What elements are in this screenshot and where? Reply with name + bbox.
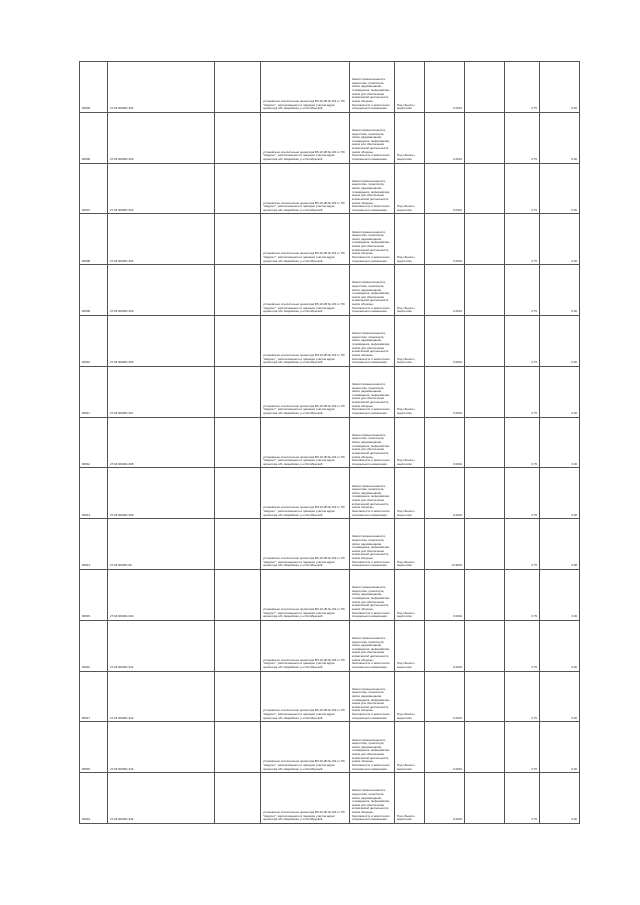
tax-cell <box>540 722 580 773</box>
rate-text: 0.75 <box>531 461 537 466</box>
tax-cell <box>540 519 580 570</box>
empty-cell <box>215 112 261 163</box>
rate-cell <box>505 265 540 316</box>
empty-cell <box>215 163 261 214</box>
rate-text: 0.75 <box>531 817 537 822</box>
address-text: установлено относительно ориентира ВЛ-10 кВ № 103 от ПС "Амурзет", расположенного в границах участка адрес ориентира обл. Еврейская, р-н Октябрьский <box>263 708 345 720</box>
tax-text: 0.00 <box>571 664 577 669</box>
address-text: установлено относительно ориентира ВЛ-10 кВ № 103 от ПС "Амурзет", расположенного в границах участка адрес ориентира обл. Еврейская, р-н Октябрьский <box>263 200 345 212</box>
empty-cell <box>215 214 261 265</box>
address-cell <box>261 417 350 468</box>
row-id-cell <box>80 112 108 163</box>
table-row <box>80 214 580 265</box>
cadastral-number-text: 27:04:000901:306 <box>110 360 134 365</box>
address-cell <box>261 366 350 417</box>
row-id-cell <box>80 620 108 671</box>
row-id-cell <box>80 722 108 773</box>
cadastral-number-text: 27:04:000901:303 <box>110 207 134 212</box>
address-cell <box>261 265 350 316</box>
cadastral-number-cell <box>108 214 215 265</box>
cadastral-number-cell <box>108 163 215 214</box>
permitted-use-cell <box>395 468 425 519</box>
tax-text: 0.00 <box>571 614 577 619</box>
tax-text: 0.00 <box>571 461 577 466</box>
row-id-text: 90518 <box>82 766 91 771</box>
cadastral-number-text: 27:04:000901:304 <box>110 106 134 111</box>
empty-cell <box>215 315 261 366</box>
row-id-cell <box>80 417 108 468</box>
empty-cell <box>215 62 261 113</box>
rate-cell <box>505 315 540 366</box>
empty-cell <box>465 417 505 468</box>
row-id-cell <box>80 214 108 265</box>
area-cell <box>425 112 465 163</box>
land-category-text: Земли промышленности, энергетики, транспорта, связи, радиовещания, телевидения, информатики, земли для обеспечения космической деятельности, земли обороны, безопасности и земли иного специального назначения <box>352 381 390 415</box>
permitted-use-text: Под объекты энергетики <box>397 153 415 161</box>
address-cell <box>261 569 350 620</box>
table-row <box>80 620 580 671</box>
rate-text: 0.75 <box>531 258 537 263</box>
rate-text: 0.75 <box>531 512 537 517</box>
row-id-text: 90509 <box>82 309 91 314</box>
cadastral-number-text: 27:04:000901:344 <box>110 817 134 822</box>
land-category-text: Земли промышленности, энергетики, транспорта, связи, радиовещания, телевидения, информатики, земли для обеспечения космической деятельности, земли обороны, безопасности и земли иного специального назначения <box>352 534 390 568</box>
table-row <box>80 265 580 316</box>
address-text: установлено относительно ориентира ВЛ-10 кВ № 103 от ПС "Амурзет", расположенного в границах участка адрес ориентира обл. Еврейская, р-н Октябрьский <box>263 251 345 263</box>
rate-cell <box>505 671 540 722</box>
address-cell <box>261 468 350 519</box>
rate-cell <box>505 417 540 468</box>
address-cell <box>261 773 350 824</box>
permitted-use-text: Под объекты энергетики <box>397 813 415 822</box>
permitted-use-text: Под объекты энергетики <box>397 204 415 212</box>
tax-cell <box>540 671 580 722</box>
area-text: 0.0004 <box>453 410 462 415</box>
area-cell <box>425 620 465 671</box>
land-category-cell <box>350 62 395 113</box>
row-id-cell <box>80 163 108 214</box>
tax-cell <box>540 417 580 468</box>
tax-text: 0.00 <box>571 207 577 212</box>
empty-cell <box>215 468 261 519</box>
cadastral-number-cell <box>108 417 215 468</box>
row-id-text: 90511 <box>82 410 90 415</box>
row-id-text: 90506 <box>82 156 91 161</box>
tax-cell <box>540 620 580 671</box>
rate-cell <box>505 366 540 417</box>
tax-cell <box>540 265 580 316</box>
table-row <box>80 163 580 214</box>
table-row <box>80 773 580 824</box>
land-category-cell <box>350 315 395 366</box>
row-id-cell <box>80 265 108 316</box>
address-text: установлено относительно ориентира ВЛ-10 кВ № 103 от ПС "Амурзет", расположенного в границах участка адрес ориентира обл. Еврейская, р-н Октябрьский <box>263 810 345 822</box>
row-id-text: 90515 <box>82 614 91 619</box>
rate-cell <box>505 519 540 570</box>
row-id-text: 90505 <box>82 106 91 111</box>
rate-cell <box>505 62 540 113</box>
empty-cell <box>215 722 261 773</box>
row-id-cell <box>80 773 108 824</box>
empty-cell <box>215 417 261 468</box>
land-category-cell <box>350 773 395 824</box>
rate-cell <box>505 112 540 163</box>
table-row <box>80 112 580 163</box>
area-cell <box>425 214 465 265</box>
cadastral-number-cell <box>108 569 215 620</box>
rate-cell <box>505 722 540 773</box>
land-category-cell <box>350 671 395 722</box>
area-cell <box>425 417 465 468</box>
permitted-use-cell <box>395 163 425 214</box>
area-text: 0.0424 <box>453 207 462 212</box>
empty-cell <box>215 366 261 417</box>
empty-cell <box>465 62 505 113</box>
tax-text: 0.00 <box>571 156 577 161</box>
permitted-use-text: Под объекты энергетики <box>397 661 415 669</box>
area-cell <box>425 671 465 722</box>
empty-cell <box>465 671 505 722</box>
address-text: установлено относительно ориентира ВЛ-10 кВ № 103 от ПС "Амурзет", расположенного в границах участка адрес ориентира обл. Еврейская, р-н Октябрьский <box>263 98 345 111</box>
table-row <box>80 671 580 722</box>
land-category-cell <box>350 265 395 316</box>
permitted-use-text: Под объекты энергетики <box>397 610 415 619</box>
address-cell <box>261 519 350 570</box>
land-category-text: Земли промышленности, энергетики, транспорта, связи, радиовещания, телевидения, информатики, земли для обеспечения космической деятельности, земли обороны, безопасности и земли иного специального назначения <box>352 229 390 263</box>
row-id-cell <box>80 315 108 366</box>
permitted-use-cell <box>395 519 425 570</box>
area-cell <box>425 265 465 316</box>
tax-text: 0.00 <box>571 258 577 263</box>
empty-cell <box>465 315 505 366</box>
empty-cell <box>215 620 261 671</box>
cadastral-number-cell <box>108 62 215 113</box>
area-cell <box>425 468 465 519</box>
table-row <box>80 366 580 417</box>
cadastral-number-text: 27:04:000901:308 <box>110 461 134 466</box>
cadastral-number-text: 27:04:000901:307 <box>110 410 134 415</box>
permitted-use-text: Под объекты энергетики <box>397 102 415 111</box>
permitted-use-cell <box>395 366 425 417</box>
land-category-cell <box>350 214 395 265</box>
permitted-use-cell <box>395 620 425 671</box>
land-category-text: Земли промышленности, энергетики, транспорта, связи, радиовещания, телевидения, информатики, земли для обеспечения космической деятельности, земли обороны, безопасности и земли иного специального назначения <box>352 280 390 314</box>
cadastral-number-text: 27:04:000901:342 <box>110 715 134 720</box>
permitted-use-text: Под объекты энергетики <box>397 762 415 771</box>
area-cell <box>425 62 465 113</box>
area-text: 0.0004 <box>453 309 462 314</box>
tax-cell <box>540 112 580 163</box>
cadastral-number-text: 27:04:000901:340 <box>110 614 134 619</box>
empty-cell <box>465 569 505 620</box>
permitted-use-cell <box>395 265 425 316</box>
tax-cell <box>540 214 580 265</box>
empty-cell <box>465 722 505 773</box>
empty-cell <box>215 671 261 722</box>
land-category-cell <box>350 620 395 671</box>
address-cell <box>261 620 350 671</box>
permitted-use-cell <box>395 722 425 773</box>
address-cell <box>261 722 350 773</box>
land-category-text: Земли промышленности, энергетики, транспорта, связи, радиовещания, телевидения, информатики, земли для обеспечения космической деятельности, земли обороны, безопасности и земли иного специального назначения <box>352 737 390 771</box>
land-category-text: Земли промышленности, энергетики, транспорта, связи, радиовещания, телевидения, информатики, земли для обеспечения космической деятельности, земли обороны, безопасности и земли иного специального назначения <box>352 178 390 212</box>
empty-cell <box>215 569 261 620</box>
permitted-use-text: Под объекты энергетики <box>397 356 415 365</box>
cadastral-number-text: 27:04:000901:304 <box>110 258 134 263</box>
empty-cell <box>465 366 505 417</box>
rate-text: 0.75 <box>531 410 537 415</box>
address-cell <box>261 671 350 722</box>
rate-cell <box>505 773 540 824</box>
table-row <box>80 315 580 366</box>
cadastral-number-text: 27:04:000901:96 <box>110 563 132 568</box>
address-text: установлено относительно ориентира ВЛ-10 кВ № 103 от ПС "Амурзет", расположенного в границах участка адрес ориентира обл. Еврейская, р-н Октябрьский <box>263 556 345 568</box>
rate-cell <box>505 163 540 214</box>
land-category-cell <box>350 112 395 163</box>
cadastral-number-text: 27:04:000901:309 <box>110 512 134 517</box>
cadastral-number-cell <box>108 315 215 366</box>
permitted-use-cell <box>395 569 425 620</box>
area-text: 10.9604 <box>451 563 462 568</box>
land-category-text: Земли промышленности, энергетики, транспорта, связи, радиовещания, телевидения, информатики, земли для обеспечения космической деятельности, земли обороны, безопасности и земли иного специального назначения <box>352 635 390 669</box>
address-cell <box>261 163 350 214</box>
area-text: 0.0004 <box>453 766 462 771</box>
tax-text: 0.00 <box>571 715 577 720</box>
tax-text: 0.00 <box>571 817 577 822</box>
address-text: установлено относительно ориентира ВЛ-10 кВ № 103 от ПС "Амурзет", расположенного в границах участка адрес ориентира обл. Еврейская, р-н Октябрьский <box>263 352 345 365</box>
land-category-text: Земли промышленности, энергетики, транспорта, связи, радиовещания, телевидения, информатики, земли для обеспечения космической деятельности, земли обороны, безопасности и земли иного специального назначения <box>352 788 390 822</box>
permitted-use-cell <box>395 315 425 366</box>
rate-text: 0.75 <box>531 309 537 314</box>
tax-cell <box>540 163 580 214</box>
empty-cell <box>465 163 505 214</box>
table-row <box>80 519 580 570</box>
permitted-use-cell <box>395 112 425 163</box>
permitted-use-text: Под объекты энергетики <box>397 712 415 720</box>
land-category-text: Земли промышленности, энергетики, транспорта, связи, радиовещания, телевидения, информатики, земли для обеспечения космической деятельности, земли обороны, безопасности и земли иного специального назначения <box>352 432 390 466</box>
rate-text: 0.75 <box>531 664 537 669</box>
land-category-cell <box>350 163 395 214</box>
land-category-text: Земли промышленности, энергетики, транспорта, связи, радиовещания, телевидения, информатики, земли для обеспечения космической деятельности, земли обороны, безопасности и земли иного специального назначения <box>352 127 390 161</box>
address-cell <box>261 214 350 265</box>
address-text: установлено относительно ориентира ВЛ-10 кВ № 103 от ПС "Амурзет", расположенного в границах участка адрес ориентира обл. Еврейская, р-н Октябрьский <box>263 505 345 517</box>
cadastral-number-cell <box>108 671 215 722</box>
row-id-cell <box>80 671 108 722</box>
land-category-text: Земли промышленности, энергетики, транспорта, связи, радиовещания, телевидения, информатики, земли для обеспечения космической деятельности, земли обороны, безопасности и земли иного специального назначения <box>352 483 390 517</box>
rate-text: 0.75 <box>531 207 537 212</box>
permitted-use-cell <box>395 214 425 265</box>
table-row <box>80 417 580 468</box>
rate-cell <box>505 620 540 671</box>
rate-text: 0.75 <box>531 715 537 720</box>
row-id-text: 90513 <box>82 512 91 517</box>
permitted-use-text: Под объекты энергетики <box>397 305 415 314</box>
tax-cell <box>540 315 580 366</box>
area-cell <box>425 519 465 570</box>
land-category-cell <box>350 569 395 620</box>
empty-cell <box>465 620 505 671</box>
land-category-text: Земли промышленности, энергетики, транспорта, связи, радиовещания, телевидения, информатики, земли для обеспечения космической деятельности, земли обороны, безопасности и земли иного специального назначения <box>352 686 390 720</box>
table-row <box>80 468 580 519</box>
area-cell <box>425 315 465 366</box>
table-row <box>80 62 580 113</box>
area-cell <box>425 773 465 824</box>
area-text: 0.0004 <box>453 715 462 720</box>
tax-text: 0.00 <box>571 106 577 111</box>
area-text: 0.0004 <box>453 512 462 517</box>
area-cell <box>425 163 465 214</box>
cadastral-number-cell <box>108 468 215 519</box>
row-id-text: 90512 <box>82 461 91 466</box>
row-id-cell <box>80 62 108 113</box>
land-category-cell <box>350 468 395 519</box>
cadastral-number-text: 27:04:000901:341 <box>110 664 134 669</box>
rate-text: 0.75 <box>531 766 537 771</box>
area-text: 0.0004 <box>453 817 462 822</box>
rate-cell <box>505 214 540 265</box>
tax-cell <box>540 773 580 824</box>
tax-text: 0.00 <box>571 410 577 415</box>
row-id-text: 90510 <box>82 360 91 365</box>
area-text: 0.0004 <box>453 360 462 365</box>
cadastral-number-cell <box>108 773 215 824</box>
land-category-cell <box>350 519 395 570</box>
area-text: 0.0004 <box>453 106 462 111</box>
empty-cell <box>465 519 505 570</box>
rate-text: 0.75 <box>531 106 537 111</box>
row-id-cell <box>80 468 108 519</box>
permitted-use-cell <box>395 62 425 113</box>
tax-cell <box>540 468 580 519</box>
address-text: установлено относительно ориентира ВЛ-10 кВ № 103 от ПС "Амурзет", расположенного в границах участка адрес ориентира обл. Еврейская, р-н Октябрьский <box>263 657 345 669</box>
land-category-text: Земли промышленности, энергетики, транспорта, связи, радиовещания, телевидения, информатики, земли для обеспечения космической деятельности, земли обороны, безопасности и земли иного специального назначения <box>352 77 390 111</box>
permitted-use-text: Под объекты энергетики <box>397 407 415 415</box>
table-row <box>80 722 580 773</box>
cadastral-number-cell <box>108 265 215 316</box>
table-row <box>80 569 580 620</box>
cadastral-number-cell <box>108 620 215 671</box>
land-category-cell <box>350 722 395 773</box>
table-body <box>80 62 580 824</box>
area-cell <box>425 366 465 417</box>
rate-cell <box>505 468 540 519</box>
address-cell <box>261 315 350 366</box>
cadastral-number-text: 27:04:000901:305 <box>110 309 134 314</box>
cadastral-number-cell <box>108 722 215 773</box>
area-text: 0.0004 <box>453 614 462 619</box>
permitted-use-cell <box>395 671 425 722</box>
tax-text: 0.00 <box>571 512 577 517</box>
permitted-use-text: Под объекты энергетики <box>397 254 415 263</box>
rate-text: 0.75 <box>531 360 537 365</box>
land-category-cell <box>350 366 395 417</box>
address-text: установлено относительно ориентира ВЛ-10 кВ № 103 от ПС "Амурзет", расположенного в границах участка адрес ориентира обл. Еврейская, р-н Октябрьский <box>263 403 345 415</box>
empty-cell <box>465 214 505 265</box>
permitted-use-text: Под объекты энергетики <box>397 458 415 466</box>
row-id-text: 90519 <box>82 817 91 822</box>
area-text: 0.0004 <box>453 664 462 669</box>
area-cell <box>425 569 465 620</box>
rate-text: 0.75 <box>531 614 537 619</box>
permitted-use-cell <box>395 773 425 824</box>
address-cell <box>261 112 350 163</box>
address-text: установлено относительно ориентира ВЛ-10 кВ № 103 от ПС "Амурзет", расположенного в границах участка адрес ориентира обл. Еврейская, р-н Октябрьский <box>263 606 345 619</box>
cadastral-number-text: 27:04:000901:305 <box>110 156 134 161</box>
cadastral-number-cell <box>108 112 215 163</box>
cadastral-number-cell <box>108 366 215 417</box>
row-id-text: 90507 <box>82 207 91 212</box>
empty-cell <box>215 519 261 570</box>
address-cell <box>261 62 350 113</box>
row-id-text: 90516 <box>82 664 91 669</box>
tax-text: 0.08 <box>571 563 577 568</box>
rate-text: 0.75 <box>531 563 537 568</box>
address-text: установлено относительно ориентира ВЛ-10 кВ № 103 от ПС "Амурзет", расположенного в границах участка адрес ориентира обл. Еврейская, р-н Октябрьский <box>263 149 345 161</box>
empty-cell <box>215 773 261 824</box>
permitted-use-text: Под объекты энергетики <box>397 559 415 568</box>
cadastral-number-cell <box>108 519 215 570</box>
tax-text: 0.00 <box>571 309 577 314</box>
permitted-use-text: Под объекты энергетики <box>397 508 415 517</box>
row-id-cell <box>80 569 108 620</box>
permitted-use-cell <box>395 417 425 468</box>
area-text: 0.0004 <box>453 461 462 466</box>
empty-cell <box>465 773 505 824</box>
row-id-text: 90514 <box>82 563 91 568</box>
address-text: установлено относительно ориентира ВЛ-10 кВ № 103 от ПС "Амурзет", расположенного в границах участка адрес ориентира обл. Еврейская, р-н Октябрьский <box>263 302 345 314</box>
empty-cell <box>465 265 505 316</box>
tax-cell <box>540 569 580 620</box>
area-text: 0.0004 <box>453 156 462 161</box>
empty-cell <box>215 265 261 316</box>
tax-text: 0.00 <box>571 766 577 771</box>
empty-cell <box>465 112 505 163</box>
area-cell <box>425 722 465 773</box>
empty-cell <box>465 468 505 519</box>
tax-cell <box>540 366 580 417</box>
land-category-text: Земли промышленности, энергетики, транспорта, связи, радиовещания, телевидения, информатики, земли для обеспечения космической деятельности, земли обороны, безопасности и земли иного специального назначения <box>352 585 390 619</box>
row-id-cell <box>80 519 108 570</box>
cadastral-number-text: 27:04:000901:343 <box>110 766 134 771</box>
land-register-table <box>79 61 580 824</box>
rate-cell <box>505 569 540 620</box>
address-text: установлено относительно ориентира ВЛ-10 кВ № 103 от ПС "Амурзет", расположенного в границах участка адрес ориентира обл. Еврейская, р-н Октябрьский <box>263 759 345 771</box>
land-category-text: Земли промышленности, энергетики, транспорта, связи, радиовещания, телевидения, информатики, земли для обеспечения космической деятельности, земли обороны, безопасности и земли иного специального назначения <box>352 331 390 365</box>
tax-cell <box>540 62 580 113</box>
land-category-cell <box>350 417 395 468</box>
row-id-text: 90508 <box>82 258 91 263</box>
tax-text: 0.00 <box>571 360 577 365</box>
rate-text: 0.75 <box>531 156 537 161</box>
row-id-text: 90517 <box>82 715 91 720</box>
row-id-cell <box>80 366 108 417</box>
address-text: установлено относительно ориентира ВЛ-10 кВ № 103 от ПС "Амурзет", расположенного в границах участка адрес ориентира обл. Еврейская, р-н Октябрьский <box>263 454 345 466</box>
area-text: 0.0004 <box>453 258 462 263</box>
